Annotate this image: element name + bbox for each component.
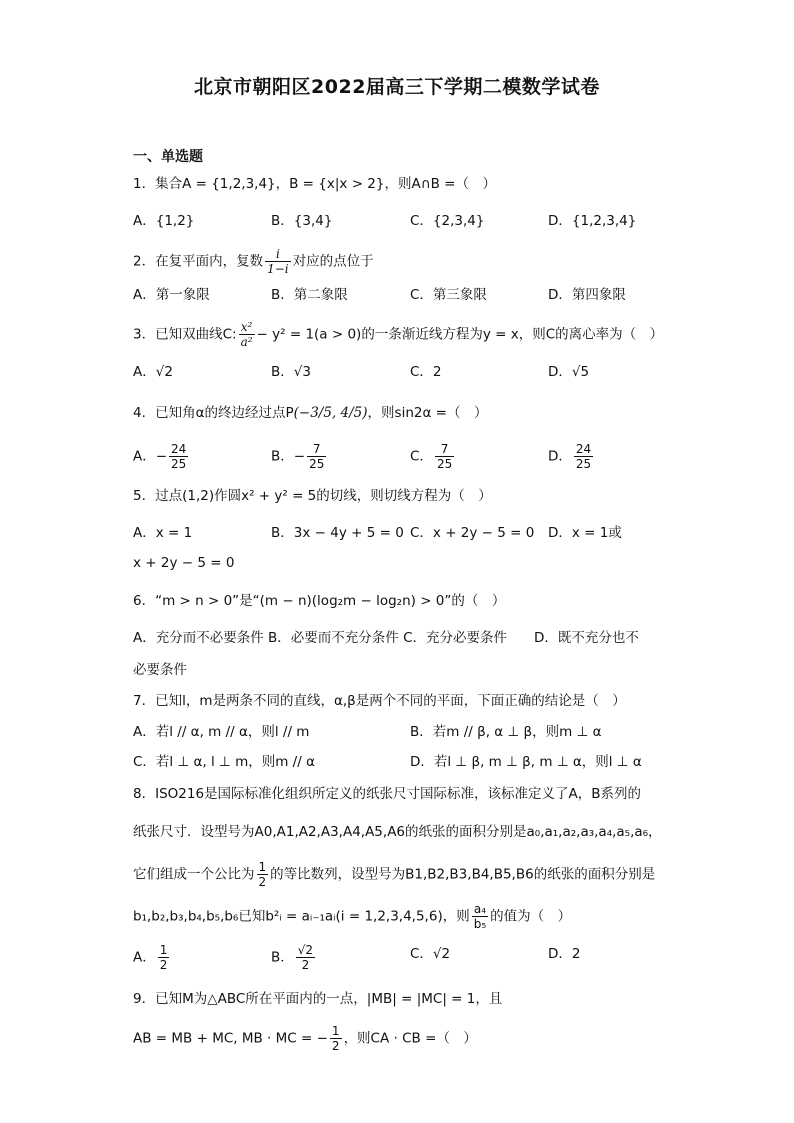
q4-option-b [271, 442, 328, 471]
q2-option-c: C．第三象限 [410, 287, 487, 303]
q2-option-a: A．第一象限 [133, 287, 210, 303]
q8-b-den: 2 [301, 958, 310, 972]
q8-b-num: √2 [297, 943, 314, 957]
q4-stem-post: ，则sin2α =（ ） [367, 405, 488, 421]
q3-stem-pre: 3．已知双曲线C: [133, 326, 237, 343]
q2-frac-den: 1−i [267, 262, 289, 276]
q8-a-den: 2 [159, 958, 168, 972]
q9-fraction [330, 1024, 342, 1053]
section-heading: 一、单选题 [133, 149, 203, 165]
q8-ask-num: a₄ [472, 902, 488, 917]
q9-line2-pre: AB = MB + MC, MB · MC = − [133, 1030, 328, 1047]
q8-line3-post: 的等比数列，设型号为B1,B2,B3,B4,B5,B6的纸张的面积分别是 [270, 866, 656, 883]
q4-b-num: 7 [307, 442, 326, 457]
q9-frac-den: 2 [331, 1039, 340, 1053]
q5-option-d-continued: x + 2y − 5 = 0 [133, 555, 235, 571]
q8-line4-post: 的值为（ ） [490, 908, 572, 925]
q7-option-b: B．若m // β, α ⊥ β，则m ⊥ α [410, 724, 602, 740]
q4-stem-pre: 4．已知角α的终边经过点P [133, 405, 294, 421]
q3-frac-den: a² [240, 335, 253, 349]
question-6-stem: 6．“m > n > 0”是“(m − n)(log₂m − log₂n) > 0”的（ ） [133, 593, 506, 609]
q8-ratio-den: 2 [258, 875, 267, 889]
q2-option-d: D．第四象限 [548, 287, 626, 303]
q4-c-num: 7 [435, 442, 454, 457]
q8-option-c: C．√2 [410, 946, 451, 962]
q1-option-a: A．{1,2} [133, 213, 195, 229]
q3-stem-mid: − y² = 1(a > 0)的一条渐近线方程为y = x，则C的离心率为（ ） [256, 326, 664, 343]
question-7-stem: 7．已知l，m是两条不同的直线，α,β是两个不同的平面，下面正确的结论是（ ） [133, 693, 626, 709]
q8-ask-fraction [472, 902, 488, 931]
q9-line2-post: ，则CA · CB =（ ） [343, 1030, 477, 1047]
question-4-stem [133, 402, 487, 424]
q8-option-b [271, 943, 317, 972]
q3-option-c: C．2 [410, 364, 442, 380]
q4-d-label: D． [548, 448, 572, 465]
q4-a-label: A．− [133, 448, 168, 465]
q4-d-den: 25 [575, 457, 592, 471]
q4-c-label: C． [410, 448, 433, 465]
q1-option-b: B．{3,4} [271, 213, 333, 229]
q4-b-label: B．− [271, 448, 306, 465]
q4-a-den: 25 [171, 457, 187, 471]
q2-stem-post: 对应的点位于 [292, 253, 374, 270]
q5-option-d: D．x = 1或 [548, 525, 622, 541]
q2-stem-pre: 2．在复平面内，复数 [133, 253, 264, 270]
q8-ratio-fraction [257, 860, 269, 889]
q8-a-label: A． [133, 949, 156, 966]
q8-a-fraction [158, 943, 170, 972]
q4-option-c [410, 442, 456, 471]
q7-option-d: D．若l ⊥ β, m ⊥ β, m ⊥ α，则l ⊥ α [410, 754, 642, 770]
page-title: 北京市朝阳区2022届高三下学期二模数学试卷 [194, 76, 600, 98]
q6-options-line-2: 必要条件 [133, 662, 187, 678]
q4-b-den: 25 [309, 457, 325, 471]
q7-option-c: C．若l ⊥ α, l ⊥ m，则m // α [133, 754, 315, 770]
q2-option-b: B．第二象限 [271, 287, 348, 303]
q2-fraction [265, 247, 291, 276]
q4-option-d [548, 442, 595, 471]
q3-option-d: D．√5 [548, 364, 590, 380]
question-9-line-1: 9．已知M为△ABC所在平面内的一点，|MB| = |MC| = 1，且 [133, 991, 503, 1007]
q4-option-a [133, 442, 190, 471]
q8-line3-pre: 它们组成一个公比为 [133, 866, 255, 883]
q3-option-b: B．√3 [271, 364, 311, 380]
q3-frac-num: x² [239, 320, 255, 335]
q5-option-b: B．3x − 4y + 5 = 0 [271, 525, 404, 541]
q6-options-line-1: A．充分而不必要条件 B．必要而不充分条件 C．充分必要条件 D．既不充分也不 [133, 630, 639, 646]
question-2-stem [133, 247, 374, 276]
q4-b-fraction [307, 442, 326, 471]
q5-option-c: C．x + 2y − 5 = 0 [410, 525, 535, 541]
q3-option-a: A．√2 [133, 364, 173, 380]
q4-d-num: 24 [575, 442, 592, 456]
question-5-stem: 5．过点(1,2)作圆x² + y² = 5的切线，则切线方程为（ ） [133, 488, 492, 504]
q8-a-num: 1 [159, 943, 168, 957]
q4-d-fraction [574, 442, 593, 471]
q1-option-c: C．{2,3,4} [410, 213, 485, 229]
q5-option-a: A．x = 1 [133, 525, 193, 541]
q4-c-den: 25 [436, 457, 453, 471]
q8-ratio-num: 1 [258, 860, 267, 874]
question-8-line-4 [133, 902, 571, 931]
q8-b-fraction [296, 943, 315, 972]
question-8-line-2: 纸张尺寸．设型号为A0,A1,A2,A3,A4,A5,A6的纸张的面积分别是a₀,a₁,a₂,a₃,a₄,a₅,a₆， [133, 824, 662, 840]
q1-option-d: D．{1,2,3,4} [548, 213, 637, 229]
q4-c-fraction [435, 442, 454, 471]
q8-line4-pre: b₁,b₂,b₃,b₄,b₅,b₆已知b²ᵢ = aᵢ₋₁aᵢ(i = 1,2,3,4,5,6)，则 [133, 908, 470, 925]
q8-option-d: D．2 [548, 946, 581, 962]
q4-point: (−3/5, 4/5) [293, 405, 368, 421]
q9-frac-num: 1 [331, 1024, 340, 1038]
question-3-stem [133, 320, 663, 349]
q4-a-fraction [169, 442, 188, 471]
q4-a-num: 24 [171, 442, 187, 456]
q8-ask-den: b₅ [473, 917, 487, 931]
question-8-line-3 [133, 860, 655, 889]
question-1-stem: 1．集合A = {1,2,3,4}，B = {x|x > 2}，则A∩B =（ ） [133, 176, 496, 192]
q3-fraction [239, 320, 255, 349]
question-8-line-1: 8．ISO216是国际标准化组织所定义的纸张尺寸国际标准，该标准定义了A，B系列的 [133, 786, 642, 802]
q7-option-a: A．若l // α, m // α，则l // m [133, 724, 310, 740]
q8-b-label: B． [271, 949, 294, 966]
q2-frac-num: i [265, 247, 291, 262]
question-9-line-2 [133, 1024, 477, 1053]
q8-option-a [133, 943, 171, 972]
